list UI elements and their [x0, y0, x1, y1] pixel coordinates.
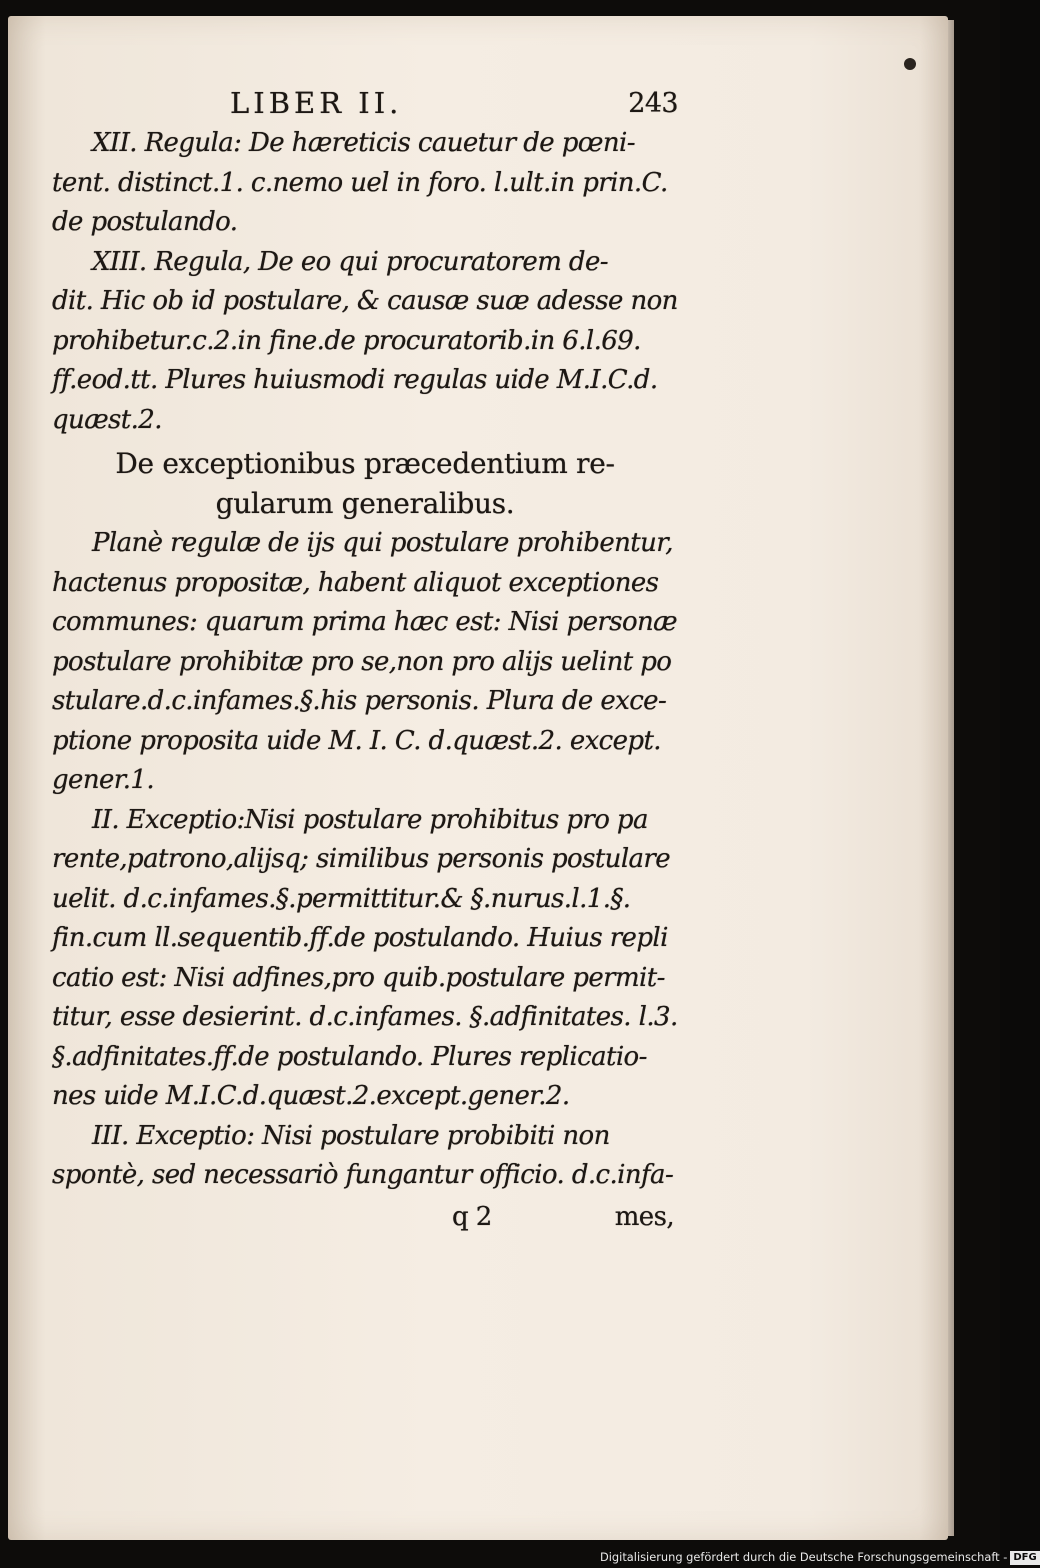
text-line: hactenus propositæ, habent aliquot exceptiones: [52, 567, 659, 598]
exceptio-ii: [52, 801, 678, 1117]
heading-line: De exceptionibus præcedentium re-: [115, 447, 615, 480]
running-head: [52, 84, 678, 124]
heading-line: gularum generalibus.: [215, 487, 515, 520]
dfg-logo-icon: DFG: [1010, 1551, 1039, 1565]
text-line: quæst.2.: [52, 404, 162, 435]
section-heading: [52, 444, 678, 524]
text-line: ptione proposita uide M. I. C. d.quæst.2. except.: [52, 725, 661, 756]
text-line: catio est: Nisi adfines,pro quib.postulare permit-: [52, 962, 665, 993]
text-line: III. Exceptio: Nisi postulare probibiti non: [92, 1120, 610, 1151]
running-title: LIBER II.: [230, 86, 403, 120]
paragraph-plane: [52, 524, 678, 801]
digitization-credit: [600, 1546, 1037, 1568]
text-line: spontè, sed necessariò fungantur officio. d.c.infa-: [52, 1160, 674, 1190]
text-line: titur, esse desierint. d.c.infames. §.adfinitates. l.3.: [52, 1002, 678, 1032]
text-line: ff.eod.tt. Plures huiusmodi regulas uide M.I.C.d.: [52, 365, 658, 395]
text-line: stulare.d.c.infames.§.his personis. Plura de exce-: [52, 686, 667, 716]
text-line: rente,patrono,alijsq; similibus personis postulare: [52, 844, 671, 874]
signature-mark: q 2: [452, 1201, 492, 1232]
page-number: 243: [628, 88, 678, 119]
page-text: [52, 84, 678, 1240]
text-line: uelit. d.c.infames.§.permittitur.& §.nurus.l.1.§.: [52, 883, 631, 914]
text-line: §.adfinitates.ff.de postulando. Plures replicatio-: [52, 1041, 647, 1072]
catchword: mes,: [614, 1201, 674, 1232]
regula-xii: [52, 124, 678, 243]
text-line: fin.cum ll.sequentib.ff.de postulando. Huius repli: [52, 923, 668, 953]
text-line: gener.1.: [52, 765, 155, 795]
page-wormhole: [904, 58, 916, 70]
exceptio-iii: [52, 1117, 678, 1196]
signature-row: [52, 1196, 678, 1240]
text-line: dit. Hic ob id postulare, & causæ suæ adesse non: [52, 286, 678, 316]
text-line: de postulando.: [52, 207, 238, 237]
text-line: XII. Regula: De hæreticis cauetur de pœni-: [92, 128, 635, 158]
text-line: prohibetur.c.2.in fine.de procuratorib.in 6.l.69.: [52, 325, 641, 356]
text-line: tent. distinct.1. c.nemo uel in foro. l.ult.in prin.C.: [52, 167, 668, 198]
credit-text: Digitalisierung gefördert durch die Deutsche Forschungsgemeinschaft -: [600, 1550, 1008, 1564]
regula-xiii: [52, 243, 678, 441]
text-line: postulare prohibitæ pro se,non pro alijs uelint po: [52, 646, 672, 677]
text-line: II. Exceptio:Nisi postulare prohibitus pro pa: [92, 804, 648, 835]
text-line: communes: quarum prima hæc est: Nisi personæ: [52, 607, 677, 637]
text-line: XIII. Regula, De eo qui procuratorem de-: [92, 246, 608, 277]
text-line: Planè regulæ de ijs qui postulare prohibentur,: [92, 528, 673, 558]
text-line: nes uide M.I.C.d.quæst.2.except.gener.2.: [52, 1081, 570, 1111]
